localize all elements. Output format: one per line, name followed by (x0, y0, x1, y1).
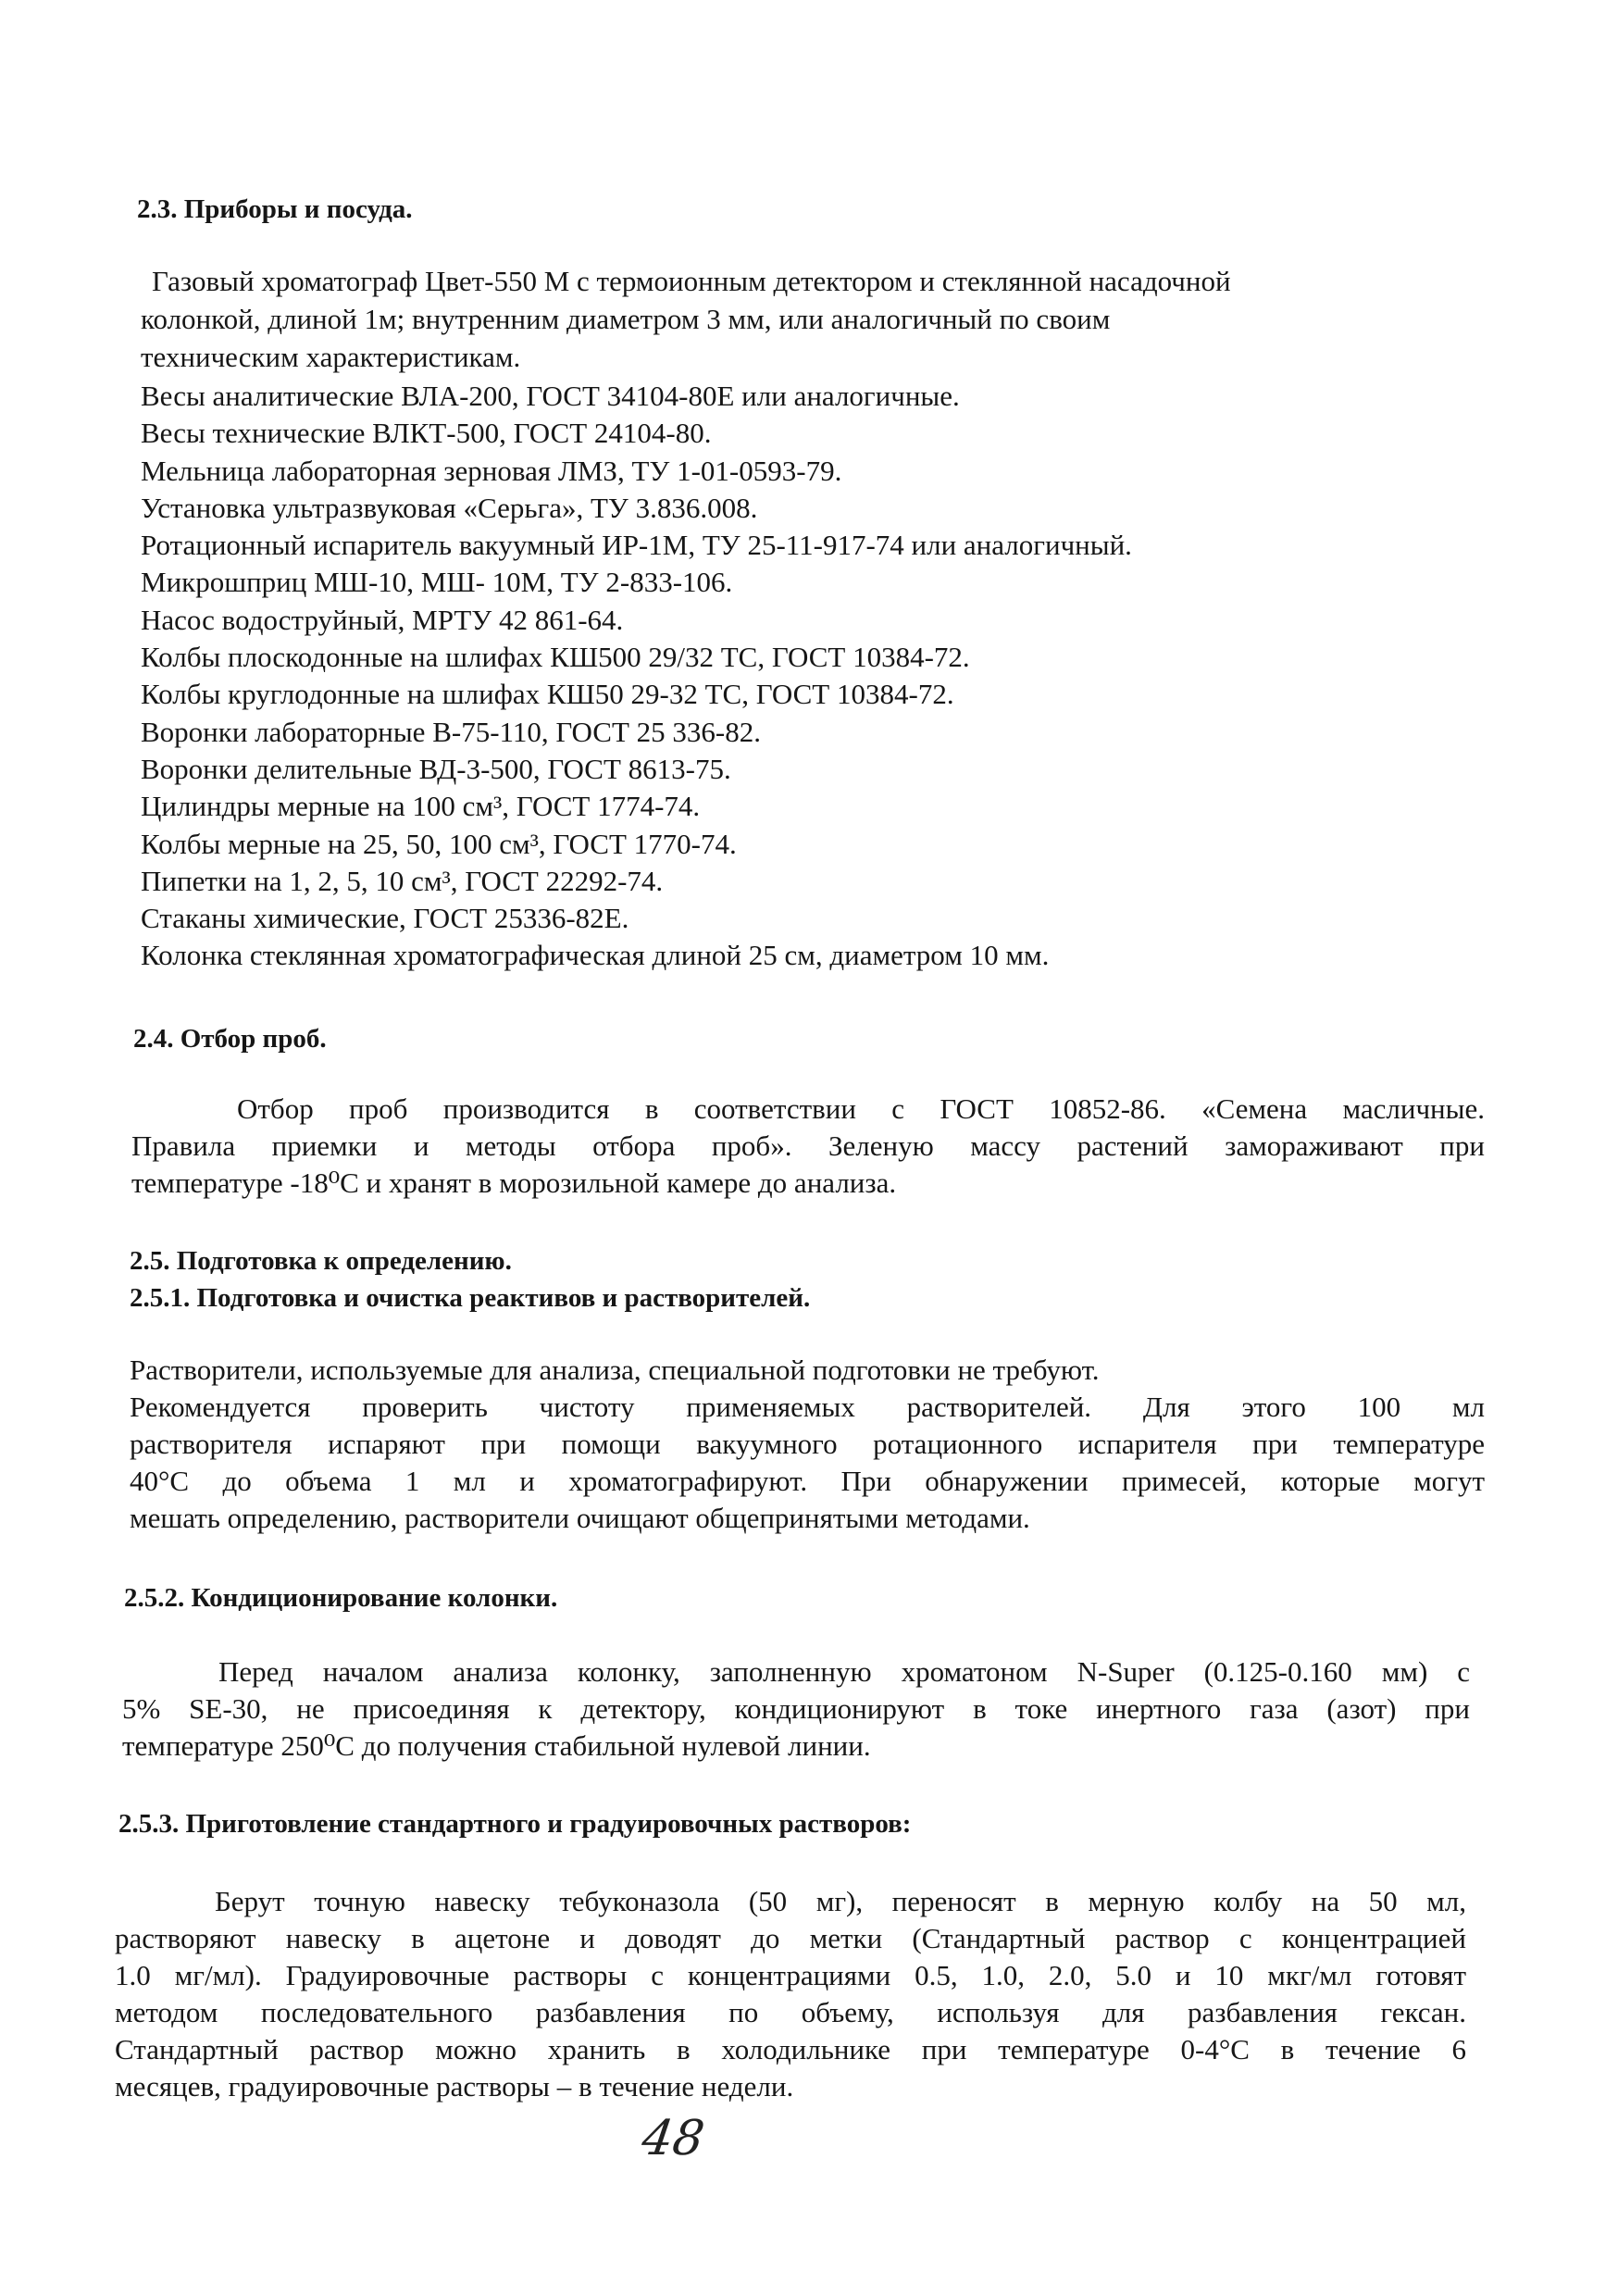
section-2-4-title: 2.4. Отбор проб. (133, 1024, 327, 1054)
section-2-5-title: 2.5. Подготовка к определению. (130, 1246, 512, 1276)
paragraph-line: месяцев, градуировочные растворы – в течение недели. (115, 2070, 794, 2103)
list-item: Колбы плоскодонные на шлифах КШ500 29/32 ТС, ГОСТ 10384-72. (141, 641, 970, 674)
paragraph-line: растворяют навеску в ацетоне и доводят до метки (Стандартный раствор с концентрацией (115, 1922, 1466, 1954)
list-item: Пипетки на 1, 2, 5, 10 см³, ГОСТ 22292-74. (141, 864, 664, 897)
section-2-5-3-title: 2.5.3. Приготовление стандартного и градуировочных растворов: (118, 1809, 912, 1839)
list-item: Колбы мерные на 25, 50, 100 см³, ГОСТ 1770-74. (141, 827, 737, 860)
paragraph-line: Растворители, используемые для анализа, специальной подготовки не требуют. (130, 1354, 1100, 1386)
section-2-5-1-paragraph (130, 1352, 1485, 1537)
equipment-list (141, 378, 1492, 975)
list-item: Насос водоструйный, МРТУ 42 861-64. (141, 603, 624, 636)
paragraph-line: методом последовательного разбавления по объему, используя для разбавления гексан. (115, 1996, 1466, 2028)
paragraph-line: Берут точную навеску тебуконазола (50 мг), переносят в мерную колбу на 50 мл, (215, 1885, 1466, 1917)
section-2-5-2-title: 2.5.2. Кондиционирование колонки. (124, 1583, 558, 1613)
list-item: Микрошприц МШ-10, МШ- 10М, ТУ 2-833-106. (141, 566, 733, 599)
section-2-4-paragraph (131, 1091, 1485, 1202)
list-item: Весы технические ВЛКТ-500, ГОСТ 24104-80. (141, 417, 712, 450)
paragraph-line: 1.0 мг/мл). Градуировочные растворы с концентрациями 0.5, 1.0, 2.0, 5.0 и 10 мкг/мл готовят (115, 1959, 1466, 1991)
intro-line-2: колонкой, длиной 1м; внутренним диаметром 3 мм, или аналогичный по своим (141, 303, 1111, 335)
list-item: Цилиндры мерные на 100 см³, ГОСТ 1774-74. (141, 790, 701, 823)
section-2-5-1-title: 2.5.1. Подготовка и очистка реактивов и растворителей. (130, 1283, 811, 1313)
intro-line-1: Газовый хроматограф Цвет-550 М с термоионным детектором и стеклянной насадочной (152, 265, 1231, 297)
paragraph-line: Рекомендуется проверить чистоту применяемых растворителей. Для этого 100 мл (130, 1391, 1485, 1423)
paragraph-line: мешать определению, растворители очищают общепринятыми методами. (130, 1502, 1030, 1534)
paragraph-line: температуре 250⁰С до получения стабильной нулевой линии. (122, 1729, 871, 1762)
paragraph-line: Отбор проб производится в соответствии с ГОСТ 10852-86. «Семена масличные. (237, 1092, 1485, 1125)
intro-line-3: техническим характеристикам. (141, 341, 521, 373)
list-item: Воронки лабораторные В-75-110, ГОСТ 25 336-82. (141, 715, 761, 748)
list-item: Мельница лабораторная зерновая ЛМЗ, ТУ 1-01-0593-79. (141, 454, 842, 487)
paragraph-line: растворителя испаряют при помощи вакуумного ротационного испарителя при температуре (130, 1428, 1485, 1460)
list-item: Воронки делительные ВД-3-500, ГОСТ 8613-75. (141, 752, 731, 785)
paragraph-line: Перед началом анализа колонку, заполненную хроматоном N-Super (0.125-0.160 мм) с (218, 1655, 1470, 1688)
paragraph-line: Стандартный раствор можно хранить в холодильнике при температуре 0-4°С в течение 6 (115, 2033, 1466, 2065)
paragraph-line: Правила приемки и методы отбора проб». Зеленую массу растений замораживают при (131, 1129, 1485, 1162)
paragraph-line: 5% SE-30, не присоединяя к детектору, кондиционируют в токе инертного газа (азот) при (122, 1692, 1470, 1725)
paragraph-line: 40°С до объема 1 мл и хроматографируют. При обнаружении примесей, которые могут (130, 1465, 1485, 1497)
section-2-3-title: 2.3. Приборы и посуда. (137, 194, 413, 224)
section-2-5-2-paragraph (122, 1653, 1470, 1765)
list-item: Колбы круглодонные на шлифах КШ50 29-32 ТС, ГОСТ 10384-72. (141, 678, 954, 711)
list-item: Колонка стеклянная хроматографическая длиной 25 см, диаметром 10 мм. (141, 939, 1050, 972)
list-item: Весы аналитические ВЛА-200, ГОСТ 34104-80Е или аналогичные. (141, 380, 960, 412)
paragraph-line: температуре -18⁰С и хранят в морозильной камере до анализа. (131, 1167, 897, 1199)
page-number: 48 (638, 2111, 708, 2166)
section-2-5-3-paragraph (115, 1883, 1466, 2105)
list-item: Установка ультразвуковая «Серьга», ТУ 3.836.008. (141, 491, 758, 524)
list-item: Стаканы химические, ГОСТ 25336-82Е. (141, 902, 629, 935)
list-item: Ротационный испаритель вакуумный ИР-1М, ТУ 25-11-917-74 или аналогичный. (141, 529, 1132, 562)
